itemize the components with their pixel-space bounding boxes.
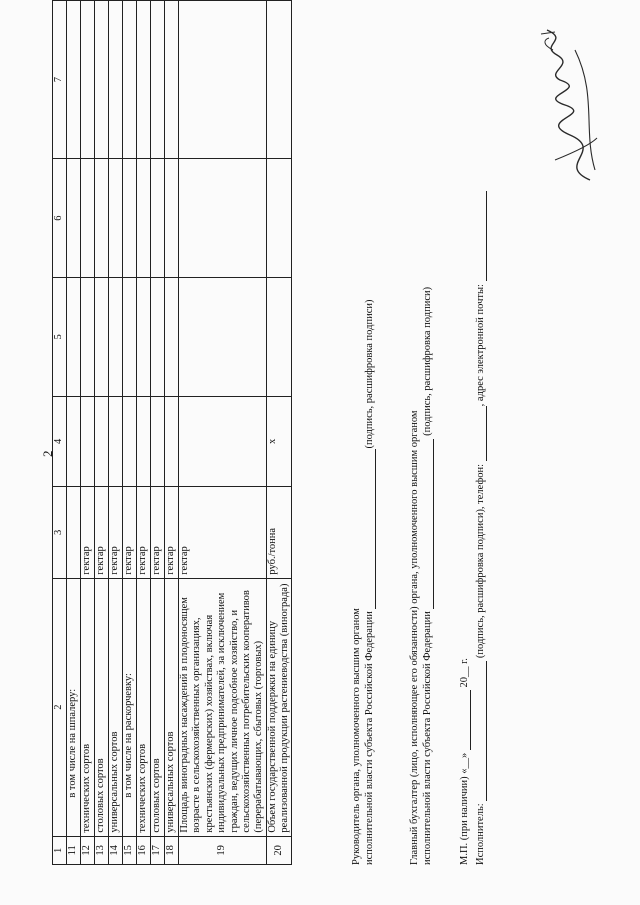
row-name: универсальных сортов xyxy=(109,578,123,836)
cell xyxy=(81,159,95,278)
executor-caption: (подпись, расшифровка подписи), телефон: xyxy=(475,463,486,659)
row-name: столовых сортов xyxy=(95,578,109,836)
head-signature-caption: (подпись, расшифровка подписи) xyxy=(364,299,376,449)
executor-signature-line xyxy=(475,661,487,801)
accountant-signature-block xyxy=(408,287,434,865)
row-name: Объем государственной поддержки на единицу реализованной продукции растениеводства (винограда) xyxy=(266,578,292,836)
cell xyxy=(67,1,81,159)
row-number: 20 xyxy=(266,836,292,864)
acct-title-text: исполнительной власти субъекта Российской Федерации xyxy=(422,611,434,865)
cell xyxy=(81,396,95,486)
stamp-date-line xyxy=(458,658,471,865)
signature-mark xyxy=(535,20,615,190)
cell xyxy=(165,396,179,486)
cell xyxy=(151,159,165,278)
row-number: 19 xyxy=(179,836,267,864)
table-row xyxy=(123,1,137,865)
cell xyxy=(67,396,81,486)
row-name: столовых сортов xyxy=(151,578,165,836)
cell xyxy=(179,277,267,396)
cell xyxy=(95,277,109,396)
row-number: 15 xyxy=(123,836,137,864)
head-signature-block xyxy=(350,300,376,865)
page-number: 2 xyxy=(40,450,55,457)
table-row xyxy=(165,1,179,865)
cell xyxy=(151,396,165,486)
cell xyxy=(109,396,123,486)
cell xyxy=(266,277,292,396)
table-row xyxy=(109,1,123,865)
row-unit xyxy=(67,486,81,578)
table-row xyxy=(67,1,81,865)
cell xyxy=(95,1,109,159)
row-name: технических сортов xyxy=(137,578,151,836)
row-number: 14 xyxy=(109,836,123,864)
cell xyxy=(179,1,267,159)
row-unit: гектар xyxy=(137,486,151,578)
cell xyxy=(165,159,179,278)
table-row xyxy=(81,1,95,865)
email-label: , адрес электронной почты: xyxy=(475,284,486,407)
cell xyxy=(266,1,292,159)
cell xyxy=(67,159,81,278)
cell xyxy=(123,277,137,396)
cell xyxy=(165,277,179,396)
cell xyxy=(137,1,151,159)
cell xyxy=(151,1,165,159)
cell xyxy=(179,396,267,486)
row-name: Площадь виноградных насаждений в плодоносящем возрасте в сельскохозяйственных организациях, крестьянских (фермерских) хозяйствах, включая индивидуальных предпринимателей, за исключением граждан, ведущих личное подсобное хозяйство, и сельскохозяйственных потребительских кооперативов (перерабатывающих, сбытовых (торговых) xyxy=(179,578,267,836)
data-table xyxy=(52,0,292,865)
cell xyxy=(67,277,81,396)
cell xyxy=(109,159,123,278)
row-name: в том числе на шпалеру: xyxy=(67,578,81,836)
acct-signature-caption: (подпись, расшифровка подписи) xyxy=(422,286,434,436)
cell xyxy=(137,396,151,486)
cell xyxy=(95,159,109,278)
row-unit: гектар xyxy=(179,486,267,578)
cell xyxy=(266,159,292,278)
header-cell: 5 xyxy=(53,277,67,396)
cell xyxy=(165,1,179,159)
head-title-line1: Руководитель органа, уполномоченного высшим органом xyxy=(351,608,362,865)
row-unit: гектар xyxy=(95,486,109,578)
table-header-row xyxy=(53,1,67,865)
table-row xyxy=(137,1,151,865)
header-cell: 7 xyxy=(53,1,67,159)
cell xyxy=(109,277,123,396)
cell xyxy=(179,159,267,278)
row-name: универсальных сортов xyxy=(165,578,179,836)
row-unit: гектар xyxy=(81,486,95,578)
cell xyxy=(81,277,95,396)
cell xyxy=(123,159,137,278)
cell xyxy=(109,1,123,159)
header-cell: 1 xyxy=(53,836,67,864)
cell xyxy=(151,277,165,396)
row-unit: гектар xyxy=(109,486,123,578)
cell xyxy=(123,396,137,486)
date-month-line xyxy=(459,690,471,750)
row-number: 16 xyxy=(137,836,151,864)
header-cell: 2 xyxy=(53,578,67,836)
acct-signature-line xyxy=(422,439,434,609)
email-line xyxy=(475,191,487,281)
header-cell: 3 xyxy=(53,486,67,578)
phone-line xyxy=(475,406,487,461)
header-cell: 4 xyxy=(53,396,67,486)
acct-title-line2 xyxy=(421,287,434,865)
mp-label: М.П. (при наличии) «__» xyxy=(459,752,470,865)
cell xyxy=(137,277,151,396)
row-number: 11 xyxy=(67,836,81,864)
head-signature-line xyxy=(364,449,376,609)
executor-line xyxy=(474,191,487,865)
head-title-text: исполнительной власти субъекта Российской Федерации xyxy=(364,611,376,865)
cell xyxy=(81,1,95,159)
head-title-line2 xyxy=(363,300,376,865)
row-unit: гектар xyxy=(123,486,137,578)
mp-year: 20__ г. xyxy=(459,658,470,688)
table-row xyxy=(95,1,109,865)
row-number: 18 xyxy=(165,836,179,864)
row-unit: руб./тонна xyxy=(266,486,292,578)
row-unit: гектар xyxy=(151,486,165,578)
row-number: 13 xyxy=(95,836,109,864)
table-row xyxy=(266,1,292,865)
table-row xyxy=(179,1,267,865)
row-name: в том числе на раскорчевку: xyxy=(123,578,137,836)
table-row xyxy=(151,1,165,865)
row-number: 12 xyxy=(81,836,95,864)
cell xyxy=(123,1,137,159)
executor-label: Исполнитель: xyxy=(475,803,486,865)
row-number: 17 xyxy=(151,836,165,864)
cell xyxy=(137,159,151,278)
cell-x: x xyxy=(266,396,292,486)
row-unit: гектар xyxy=(165,486,179,578)
acct-title-line1: Главный бухгалтер (лицо, исполняющее его обязанности) органа, уполномоченного высшим органом xyxy=(409,410,420,865)
row-name: технических сортов xyxy=(81,578,95,836)
cell xyxy=(95,396,109,486)
header-cell: 6 xyxy=(53,159,67,278)
